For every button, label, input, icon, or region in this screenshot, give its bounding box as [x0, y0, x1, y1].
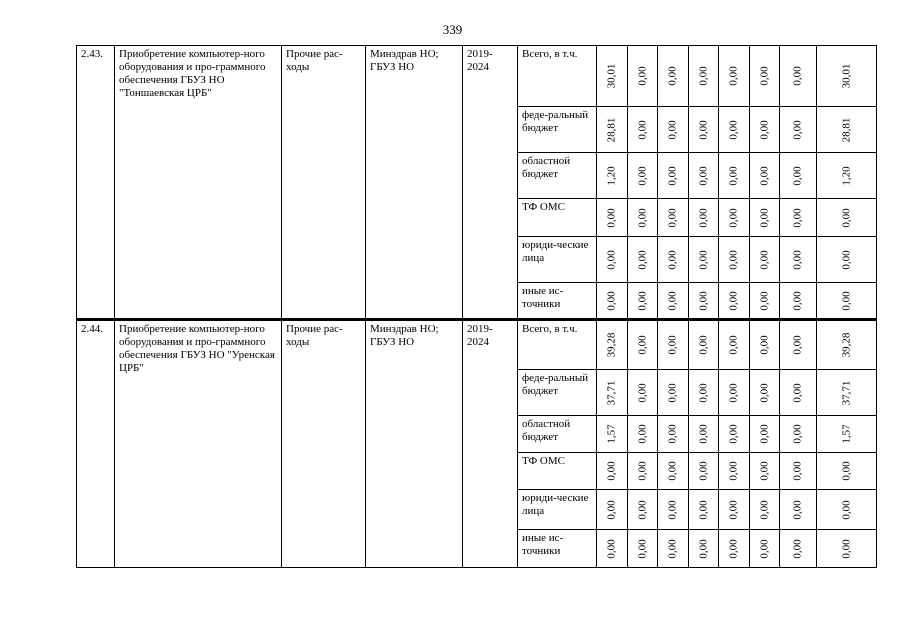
amount-cell [817, 153, 877, 199]
amount-cell [719, 199, 750, 237]
amount-value: 0,00 [727, 66, 740, 86]
amount-value: 0,00 [840, 207, 852, 228]
amount-value: 0,00 [697, 499, 709, 520]
amount-value: 0,00 [697, 66, 709, 86]
amount-value: 0,00 [697, 335, 709, 355]
amount-value: 0,00 [636, 499, 648, 520]
amount-cell [719, 320, 750, 370]
amount-cell [817, 237, 877, 283]
amount-cell [597, 416, 628, 453]
amount-cell [628, 107, 658, 153]
amount-cell [597, 453, 628, 490]
amount-value: 0,00 [636, 382, 648, 403]
amount-cell [658, 490, 689, 530]
item-number: 2.43. [77, 46, 115, 320]
amount-value: 0,00 [636, 119, 648, 140]
amount-value: 0,00 [791, 424, 804, 444]
amount-cell [628, 453, 658, 490]
page-number: 339 [442, 22, 463, 37]
amount-cell [817, 453, 877, 490]
amount-value: 0,00 [605, 499, 618, 520]
amount-value: 0,00 [727, 335, 740, 355]
item-number: 2.44. [77, 320, 115, 568]
amount-cell [780, 530, 817, 568]
amount-value: 1,20 [605, 165, 618, 186]
amount-cell [628, 237, 658, 283]
amount-value: 0,00 [666, 119, 679, 140]
amount-value: 30,01 [605, 63, 618, 89]
amount-cell [689, 320, 719, 370]
amount-value: 0,00 [697, 119, 709, 140]
amount-value: 37,71 [840, 380, 852, 405]
amount-value: 0,00 [727, 165, 740, 186]
amount-cell [750, 530, 780, 568]
amount-value: 39,28 [605, 332, 618, 358]
amount-value: 0,00 [636, 290, 648, 311]
amount-cell [750, 416, 780, 453]
amount-value: 0,00 [636, 249, 648, 270]
executor: Минздрав НО; ГБУЗ НО [366, 46, 463, 320]
amount-value: 0,00 [727, 119, 740, 140]
amount-cell [817, 199, 877, 237]
executor: Минздрав НО; ГБУЗ НО [366, 320, 463, 568]
funding-source-label: феде-ральный бюджет [518, 107, 597, 153]
expense-type: Прочие рас-ходы [282, 46, 366, 320]
amount-cell [719, 490, 750, 530]
amount-cell [719, 453, 750, 490]
amount-value: 0,00 [727, 424, 740, 444]
amount-cell [658, 46, 689, 107]
amount-cell [689, 530, 719, 568]
table-body [77, 46, 877, 568]
amount-cell [597, 283, 628, 320]
amount-cell [750, 46, 780, 107]
amount-cell [658, 320, 689, 370]
amount-value: 0,00 [758, 499, 770, 520]
amount-value: 0,00 [636, 165, 648, 186]
item-name: Приобретение компьютер-ного оборудования и про-граммного обеспечения ГБУЗ НО "Уренская ЦРБ" [115, 320, 282, 568]
amount-value: 0,00 [791, 538, 804, 559]
amount-value: 0,00 [666, 207, 679, 228]
funding-source-label: областной бюджет [518, 153, 597, 199]
amount-cell [597, 199, 628, 237]
amount-value: 0,00 [791, 249, 804, 270]
amount-value: 0,00 [666, 382, 679, 403]
amount-value: 0,00 [666, 538, 679, 559]
amount-cell [658, 153, 689, 199]
amount-cell [597, 107, 628, 153]
funding-source-label: иные ис-точники [518, 530, 597, 568]
amount-value: 1,57 [605, 424, 618, 444]
amount-cell [817, 490, 877, 530]
amount-value: 0,00 [666, 66, 679, 86]
amount-value: 28,81 [840, 117, 852, 142]
funding-source-label: областной бюджет [518, 416, 597, 453]
amount-value: 0,00 [727, 461, 740, 481]
amount-value: 0,00 [758, 165, 770, 186]
amount-value: 0,00 [697, 249, 709, 270]
amount-value: 37,71 [605, 380, 618, 405]
funding-source-label: Всего, в т.ч. [518, 46, 597, 107]
amount-value: 0,00 [605, 461, 618, 481]
amount-value: 0,00 [758, 119, 770, 140]
amount-value: 0,00 [666, 424, 679, 444]
amount-value: 0,00 [791, 66, 804, 86]
amount-cell [628, 46, 658, 107]
amount-cell [780, 320, 817, 370]
amount-value: 0,00 [697, 382, 709, 403]
amount-value: 0,00 [666, 290, 679, 311]
amount-cell [750, 107, 780, 153]
amount-cell [597, 370, 628, 416]
amount-value: 0,00 [697, 207, 709, 228]
budget-table [76, 45, 877, 568]
amount-cell [597, 320, 628, 370]
amount-cell [689, 490, 719, 530]
amount-cell [597, 237, 628, 283]
amount-value: 0,00 [758, 335, 770, 355]
amount-value: 0,00 [666, 165, 679, 186]
amount-cell [719, 107, 750, 153]
amount-cell [817, 370, 877, 416]
amount-value: 0,00 [727, 382, 740, 403]
amount-cell [780, 199, 817, 237]
amount-cell [658, 416, 689, 453]
amount-cell [750, 237, 780, 283]
amount-cell [750, 283, 780, 320]
amount-cell [628, 416, 658, 453]
period: 2019-2024 [463, 320, 518, 568]
amount-cell [689, 107, 719, 153]
amount-cell [780, 107, 817, 153]
amount-cell [689, 46, 719, 107]
amount-cell [719, 237, 750, 283]
amount-value: 0,00 [840, 461, 852, 481]
amount-value: 0,00 [666, 461, 679, 481]
amount-value: 0,00 [636, 66, 648, 86]
amount-cell [780, 153, 817, 199]
amount-value: 1,57 [840, 424, 852, 444]
amount-value: 0,00 [758, 249, 770, 270]
amount-value: 0,00 [727, 207, 740, 228]
amount-cell [658, 283, 689, 320]
amount-value: 0,00 [840, 249, 852, 270]
amount-value: 0,00 [727, 499, 740, 520]
amount-cell [780, 237, 817, 283]
funding-source-label: иные ис-точники [518, 283, 597, 320]
amount-cell [750, 153, 780, 199]
funding-source-label: Всего, в т.ч. [518, 320, 597, 370]
amount-cell [750, 453, 780, 490]
amount-cell [719, 153, 750, 199]
amount-cell [719, 283, 750, 320]
table-row [77, 46, 877, 107]
amount-value: 0,00 [758, 424, 770, 444]
amount-value: 0,00 [727, 249, 740, 270]
period: 2019-2024 [463, 46, 518, 320]
amount-cell [780, 490, 817, 530]
amount-value: 0,00 [791, 290, 804, 311]
amount-value: 0,00 [636, 461, 648, 481]
amount-value: 0,00 [758, 207, 770, 228]
amount-cell [658, 199, 689, 237]
amount-value: 0,00 [666, 249, 679, 270]
expense-type: Прочие рас-ходы [282, 320, 366, 568]
table-row [77, 320, 877, 370]
amount-cell [817, 320, 877, 370]
amount-cell [719, 416, 750, 453]
amount-value: 0,00 [791, 382, 804, 403]
amount-value: 0,00 [697, 538, 709, 559]
amount-cell [689, 199, 719, 237]
amount-cell [719, 530, 750, 568]
amount-cell [628, 370, 658, 416]
amount-cell [628, 530, 658, 568]
amount-value: 0,00 [791, 165, 804, 186]
amount-cell [658, 107, 689, 153]
amount-value: 0,00 [758, 538, 770, 559]
amount-cell [597, 530, 628, 568]
amount-value: 0,00 [840, 290, 852, 311]
amount-cell [628, 320, 658, 370]
amount-cell [628, 283, 658, 320]
amount-value: 0,00 [636, 207, 648, 228]
amount-value: 0,00 [636, 424, 648, 444]
amount-cell [719, 370, 750, 416]
amount-cell [780, 416, 817, 453]
amount-cell [780, 46, 817, 107]
amount-value: 0,00 [840, 499, 852, 520]
amount-value: 30,01 [840, 63, 852, 89]
funding-source-label: ТФ ОМС [518, 199, 597, 237]
amount-cell [689, 416, 719, 453]
amount-cell [689, 453, 719, 490]
amount-cell [658, 370, 689, 416]
funding-source-label: ТФ ОМС [518, 453, 597, 490]
amount-value: 0,00 [666, 499, 679, 520]
amount-cell [689, 153, 719, 199]
amount-value: 0,00 [758, 290, 770, 311]
amount-value: 0,00 [758, 461, 770, 481]
amount-value: 0,00 [636, 538, 648, 559]
amount-cell [817, 283, 877, 320]
amount-cell [817, 530, 877, 568]
amount-value: 0,00 [605, 538, 618, 559]
amount-cell [628, 153, 658, 199]
amount-value: 0,00 [791, 119, 804, 140]
amount-value: 0,00 [727, 290, 740, 311]
amount-cell [780, 283, 817, 320]
amount-cell [750, 320, 780, 370]
amount-value: 0,00 [697, 461, 709, 481]
amount-value: 39,28 [840, 332, 852, 358]
amount-value: 0,00 [727, 538, 740, 559]
amount-cell [750, 490, 780, 530]
amount-value: 0,00 [605, 290, 618, 311]
amount-cell [689, 237, 719, 283]
amount-cell [597, 46, 628, 107]
amount-value: 28,81 [605, 117, 618, 142]
amount-value: 0,00 [636, 335, 648, 355]
amount-cell [597, 153, 628, 199]
amount-cell [750, 199, 780, 237]
amount-value: 0,00 [605, 207, 618, 228]
amount-cell [817, 107, 877, 153]
amount-cell [689, 370, 719, 416]
amount-cell [597, 490, 628, 530]
item-name: Приобретение компьютер-ного оборудования и про-граммного обеспечения ГБУЗ НО "Тоншаевская ЦРБ" [115, 46, 282, 320]
amount-value: 0,00 [791, 499, 804, 520]
amount-cell [780, 453, 817, 490]
amount-value: 0,00 [791, 461, 804, 481]
amount-value: 0,00 [697, 165, 709, 186]
funding-source-label: юриди-ческие лица [518, 490, 597, 530]
amount-value: 0,00 [840, 538, 852, 559]
amount-cell [817, 46, 877, 107]
amount-cell [689, 283, 719, 320]
amount-cell [628, 490, 658, 530]
amount-cell [719, 46, 750, 107]
funding-source-label: юриди-ческие лица [518, 237, 597, 283]
amount-value: 0,00 [758, 66, 770, 86]
amount-value: 0,00 [666, 335, 679, 355]
amount-cell [658, 530, 689, 568]
funding-source-label: феде-ральный бюджет [518, 370, 597, 416]
amount-value: 0,00 [791, 335, 804, 355]
amount-value: 0,00 [791, 207, 804, 228]
amount-cell [750, 370, 780, 416]
amount-cell [628, 199, 658, 237]
amount-cell [658, 237, 689, 283]
amount-value: 0,00 [605, 249, 618, 270]
amount-cell [780, 370, 817, 416]
amount-value: 0,00 [697, 424, 709, 444]
amount-cell [658, 453, 689, 490]
amount-value: 0,00 [697, 290, 709, 311]
amount-cell [817, 416, 877, 453]
amount-value: 0,00 [758, 382, 770, 403]
amount-value: 1,20 [840, 165, 852, 186]
